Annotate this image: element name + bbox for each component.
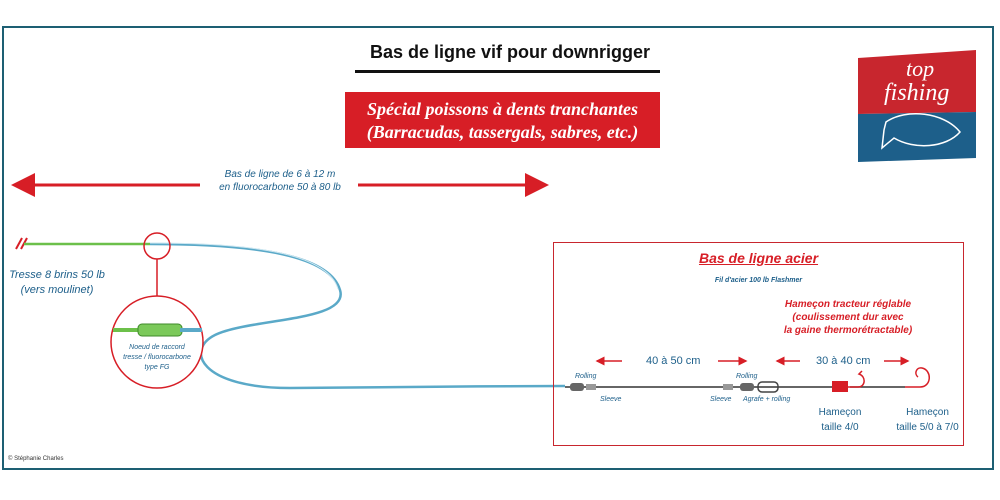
knot-label: [117, 343, 197, 373]
leader-length-line-1: Bas de ligne de 6 à 12 m: [224, 169, 336, 180]
hook-2-label: [880, 405, 975, 435]
hook-note: [748, 298, 948, 337]
logo-word-top: top: [906, 56, 935, 81]
steel-leader-subtitle: Fil d'acier 100 lb Flashmer: [714, 277, 803, 284]
hook-note-line-2: (coulissement dur avec: [792, 312, 904, 323]
fluorocarbon-line: [150, 244, 565, 388]
leader-length-label: [180, 168, 380, 194]
braid-label-line-1: Tresse 8 brins 50 lb: [9, 269, 105, 281]
logo-word-fishing: fishing: [884, 80, 950, 106]
knot-label-line-2: tresse / fluorocarbone: [123, 354, 191, 361]
hook-2-label-line-1: Hameçon: [906, 407, 949, 418]
snap-label: Agrafe + rolling: [743, 396, 791, 403]
hook-note-line-1: Hameçon tracteur réglable: [784, 299, 912, 310]
knot-zoom-circle: [111, 296, 203, 388]
fluorocarbon-line-highlight: [150, 243, 338, 289]
dimension-1-label: 40 à 50 cm: [646, 355, 701, 367]
banner-line-1: Spécial poissons à dents tranchantes: [366, 99, 639, 119]
top-fishing-logo: [856, 50, 978, 164]
rolling-left-label: Rolling: [575, 373, 597, 380]
page-title: Bas de ligne vif pour downrigger: [369, 42, 651, 62]
braid-label-line-2: (vers moulinet): [20, 284, 94, 296]
hook-2-label-line-2: taille 5/0 à 7/0: [896, 422, 959, 433]
leader-length-line-2: en fluorocarbone 50 à 80 lb: [219, 182, 341, 193]
photo-credit: © Stéphanie Charles: [8, 456, 64, 462]
knot-label-line-3: type FG: [144, 364, 170, 371]
sleeve-right-label: Sleeve: [710, 396, 732, 403]
banner-line-2: (Barracudas, tassergals, sabres, etc.): [366, 122, 639, 142]
dimension-2-label: 30 à 40 cm: [816, 355, 871, 367]
knot-small-circle: [144, 233, 170, 259]
sleeve-left-label: Sleeve: [600, 396, 622, 403]
hook-1-label-line-1: Hameçon: [818, 407, 862, 418]
knot-zoom-wraps: [138, 324, 182, 336]
rolling-right-label: Rolling: [736, 373, 758, 380]
hook-1-label: [800, 405, 880, 435]
braid-label: [2, 268, 112, 298]
hook-1-label-line-2: taille 4/0: [821, 422, 859, 433]
steel-leader-title: Bas de ligne acier: [698, 250, 819, 266]
knot-label-line-1: Noeud de raccord: [129, 344, 185, 351]
hook-note-line-3: la gaine thermorétractable): [783, 325, 913, 336]
